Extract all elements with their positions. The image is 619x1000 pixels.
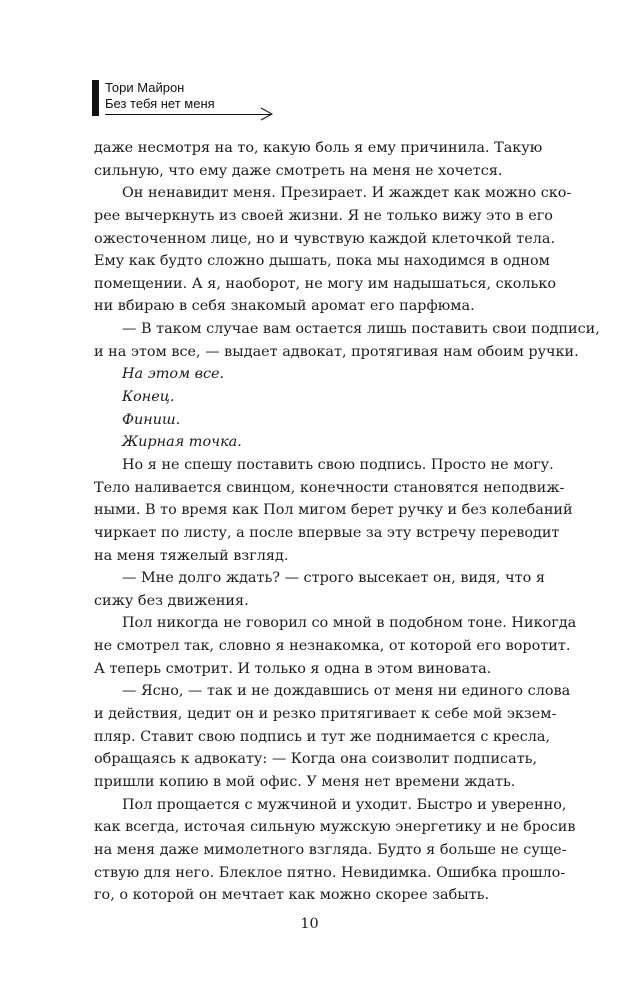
text-line: на меня тяжелый взгляд. (94, 547, 289, 564)
text-line: ни вбираю в себя знакомый аромат его парфюма. (94, 298, 475, 315)
text-line: обращаясь к адвокату: — Когда она соизволит подписать, (94, 751, 538, 768)
running-head-author: Тори Майрон (105, 80, 185, 95)
body-text (94, 137, 600, 907)
text-line: На этом все. (122, 366, 225, 383)
text-line: пляр. Ставит свою подпись и тут же поднимается с кресла, (94, 728, 551, 745)
text-line: даже несмотря на то, какую боль я ему причинила. Такую (94, 140, 543, 156)
text-line: как всегда, источая сильную мужскую энергетику и не бросив (94, 819, 576, 836)
text-line: Конец. (122, 389, 175, 406)
running-head-bar (92, 80, 99, 116)
text-line: и на этом все, — выдает адвокат, протягивая нам обоим ручки. (94, 343, 579, 360)
text-line: сижу без движения. (94, 592, 249, 609)
text-line: ными. В то время как Пол мигом берет ручку и без колебаний (94, 502, 573, 519)
text-line: ожесточенном лице, но и чувствую каждой клеточкой тела. (94, 230, 556, 247)
text-line: и действия, цедит он и резко притягивает к себе мой экзем- (94, 706, 557, 723)
text-line: пришли копию в мой офис. У меня нет времени ждать. (94, 773, 516, 790)
text-line: помещении. А я, наоборот, не могу им надышаться, сколько (94, 275, 556, 292)
text-line: чиркает по листу, а после впервые за эту встречу переводит (94, 524, 560, 541)
text-line: на меня даже мимолетного взгляда. Будто я больше не суще- (94, 841, 567, 858)
text-line: Жирная точка. (122, 434, 242, 451)
running-head (92, 78, 282, 120)
text-line: Пол никогда не говорил со мной в подобном тоне. Никогда (122, 615, 577, 632)
text-line: Финиш. (122, 411, 181, 428)
page-number: 10 (300, 916, 319, 932)
running-head-title: Без тебя нет меня (105, 96, 215, 111)
text-line: Ему как будто сложно дышать, пока мы находимся в одном (94, 253, 550, 270)
text-line: Он ненавидит меня. Презирает. И жаждет как можно ско- (122, 185, 572, 202)
text-line: не смотрел так, словно я незнакомка, от которой его воротит. (94, 638, 571, 655)
running-head-rule (105, 114, 271, 115)
arrow-icon (260, 107, 274, 121)
text-line: сильную, что ему даже смотреть на меня не хочется. (94, 162, 503, 179)
text-line: Но я не спешу поставить свою подпись. Просто не могу. (122, 456, 554, 473)
text-line: рее вычеркнуть из своей жизни. Я не только вижу это в его (94, 207, 553, 224)
text-line: — Ясно, — так и не дождавшись от меня ни единого слова (122, 683, 571, 700)
text-line: — В таком случае вам остается лишь поставить свои подписи, (122, 321, 600, 338)
text-line: Тело наливается свинцом, конечности становятся неподвиж- (94, 479, 565, 496)
text-line: А теперь смотрит. И только я одна в этом виновата. (94, 660, 492, 677)
text-line: ствую для него. Блеклое пятно. Невидимка. Ошибка прошло- (94, 864, 566, 881)
text-line: — Мне долго ждать? — строго высекает он, видя, что я (122, 570, 545, 587)
text-line: Пол прощается с мужчиной и уходит. Быстро и уверенно, (122, 796, 567, 813)
text-line: го, о которой он мечтает как можно скорее забыть. (94, 887, 490, 904)
